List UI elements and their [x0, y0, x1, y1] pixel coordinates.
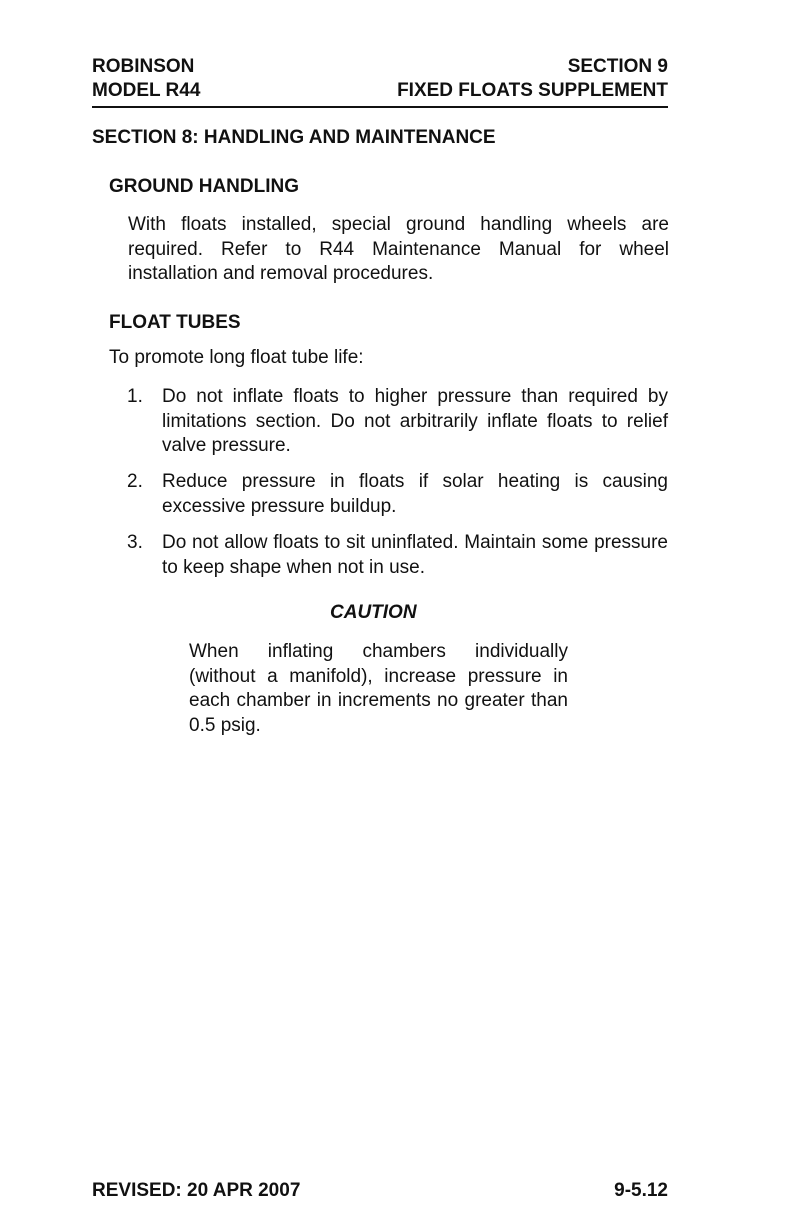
section-number: SECTION 9 — [567, 56, 668, 77]
list-item-text: Do not inflate floats to higher pressure than required by limitations section. Do not arbitrarily inflate floats to relief valve pressure. — [162, 386, 668, 456]
header-left — [92, 55, 200, 103]
header-right — [397, 55, 668, 103]
float-tubes-intro: To promote long float tube life: — [109, 347, 364, 368]
list-item-number: 3. — [127, 532, 143, 553]
page-number: 9-5.12 — [614, 1180, 668, 1201]
ground-handling-heading: GROUND HANDLING — [109, 176, 299, 197]
manufacturer-name: ROBINSON — [92, 56, 195, 77]
float-tubes-heading: FLOAT TUBES — [109, 312, 241, 333]
ground-handling-text: With floats installed, special ground handling wheels are required. Refer to R44 Maintenance Manual for wheel installation and removal procedures. — [128, 214, 669, 284]
list-item-number: 2. — [127, 471, 143, 492]
caution-title: CAUTION — [330, 602, 417, 623]
header-divider — [92, 106, 668, 108]
revision-date: REVISED: 20 APR 2007 — [92, 1180, 301, 1201]
list-item-text: Reduce pressure in floats if solar heating is causing excessive pressure buildup. — [162, 471, 668, 517]
model-name: MODEL R44 — [92, 80, 201, 101]
list-item-text: Do not allow floats to sit uninflated. Maintain some pressure to keep shape when not in use. — [162, 532, 668, 578]
list-item-number: 1. — [127, 386, 143, 407]
supplement-title: FIXED FLOATS SUPPLEMENT — [397, 80, 668, 101]
section-title: SECTION 8: HANDLING AND MAINTENANCE — [92, 127, 496, 148]
caution-text: When inflating chambers individually (without a manifold), increase pressure in each chamber in increments no greater than 0.5 psig. — [189, 641, 568, 736]
